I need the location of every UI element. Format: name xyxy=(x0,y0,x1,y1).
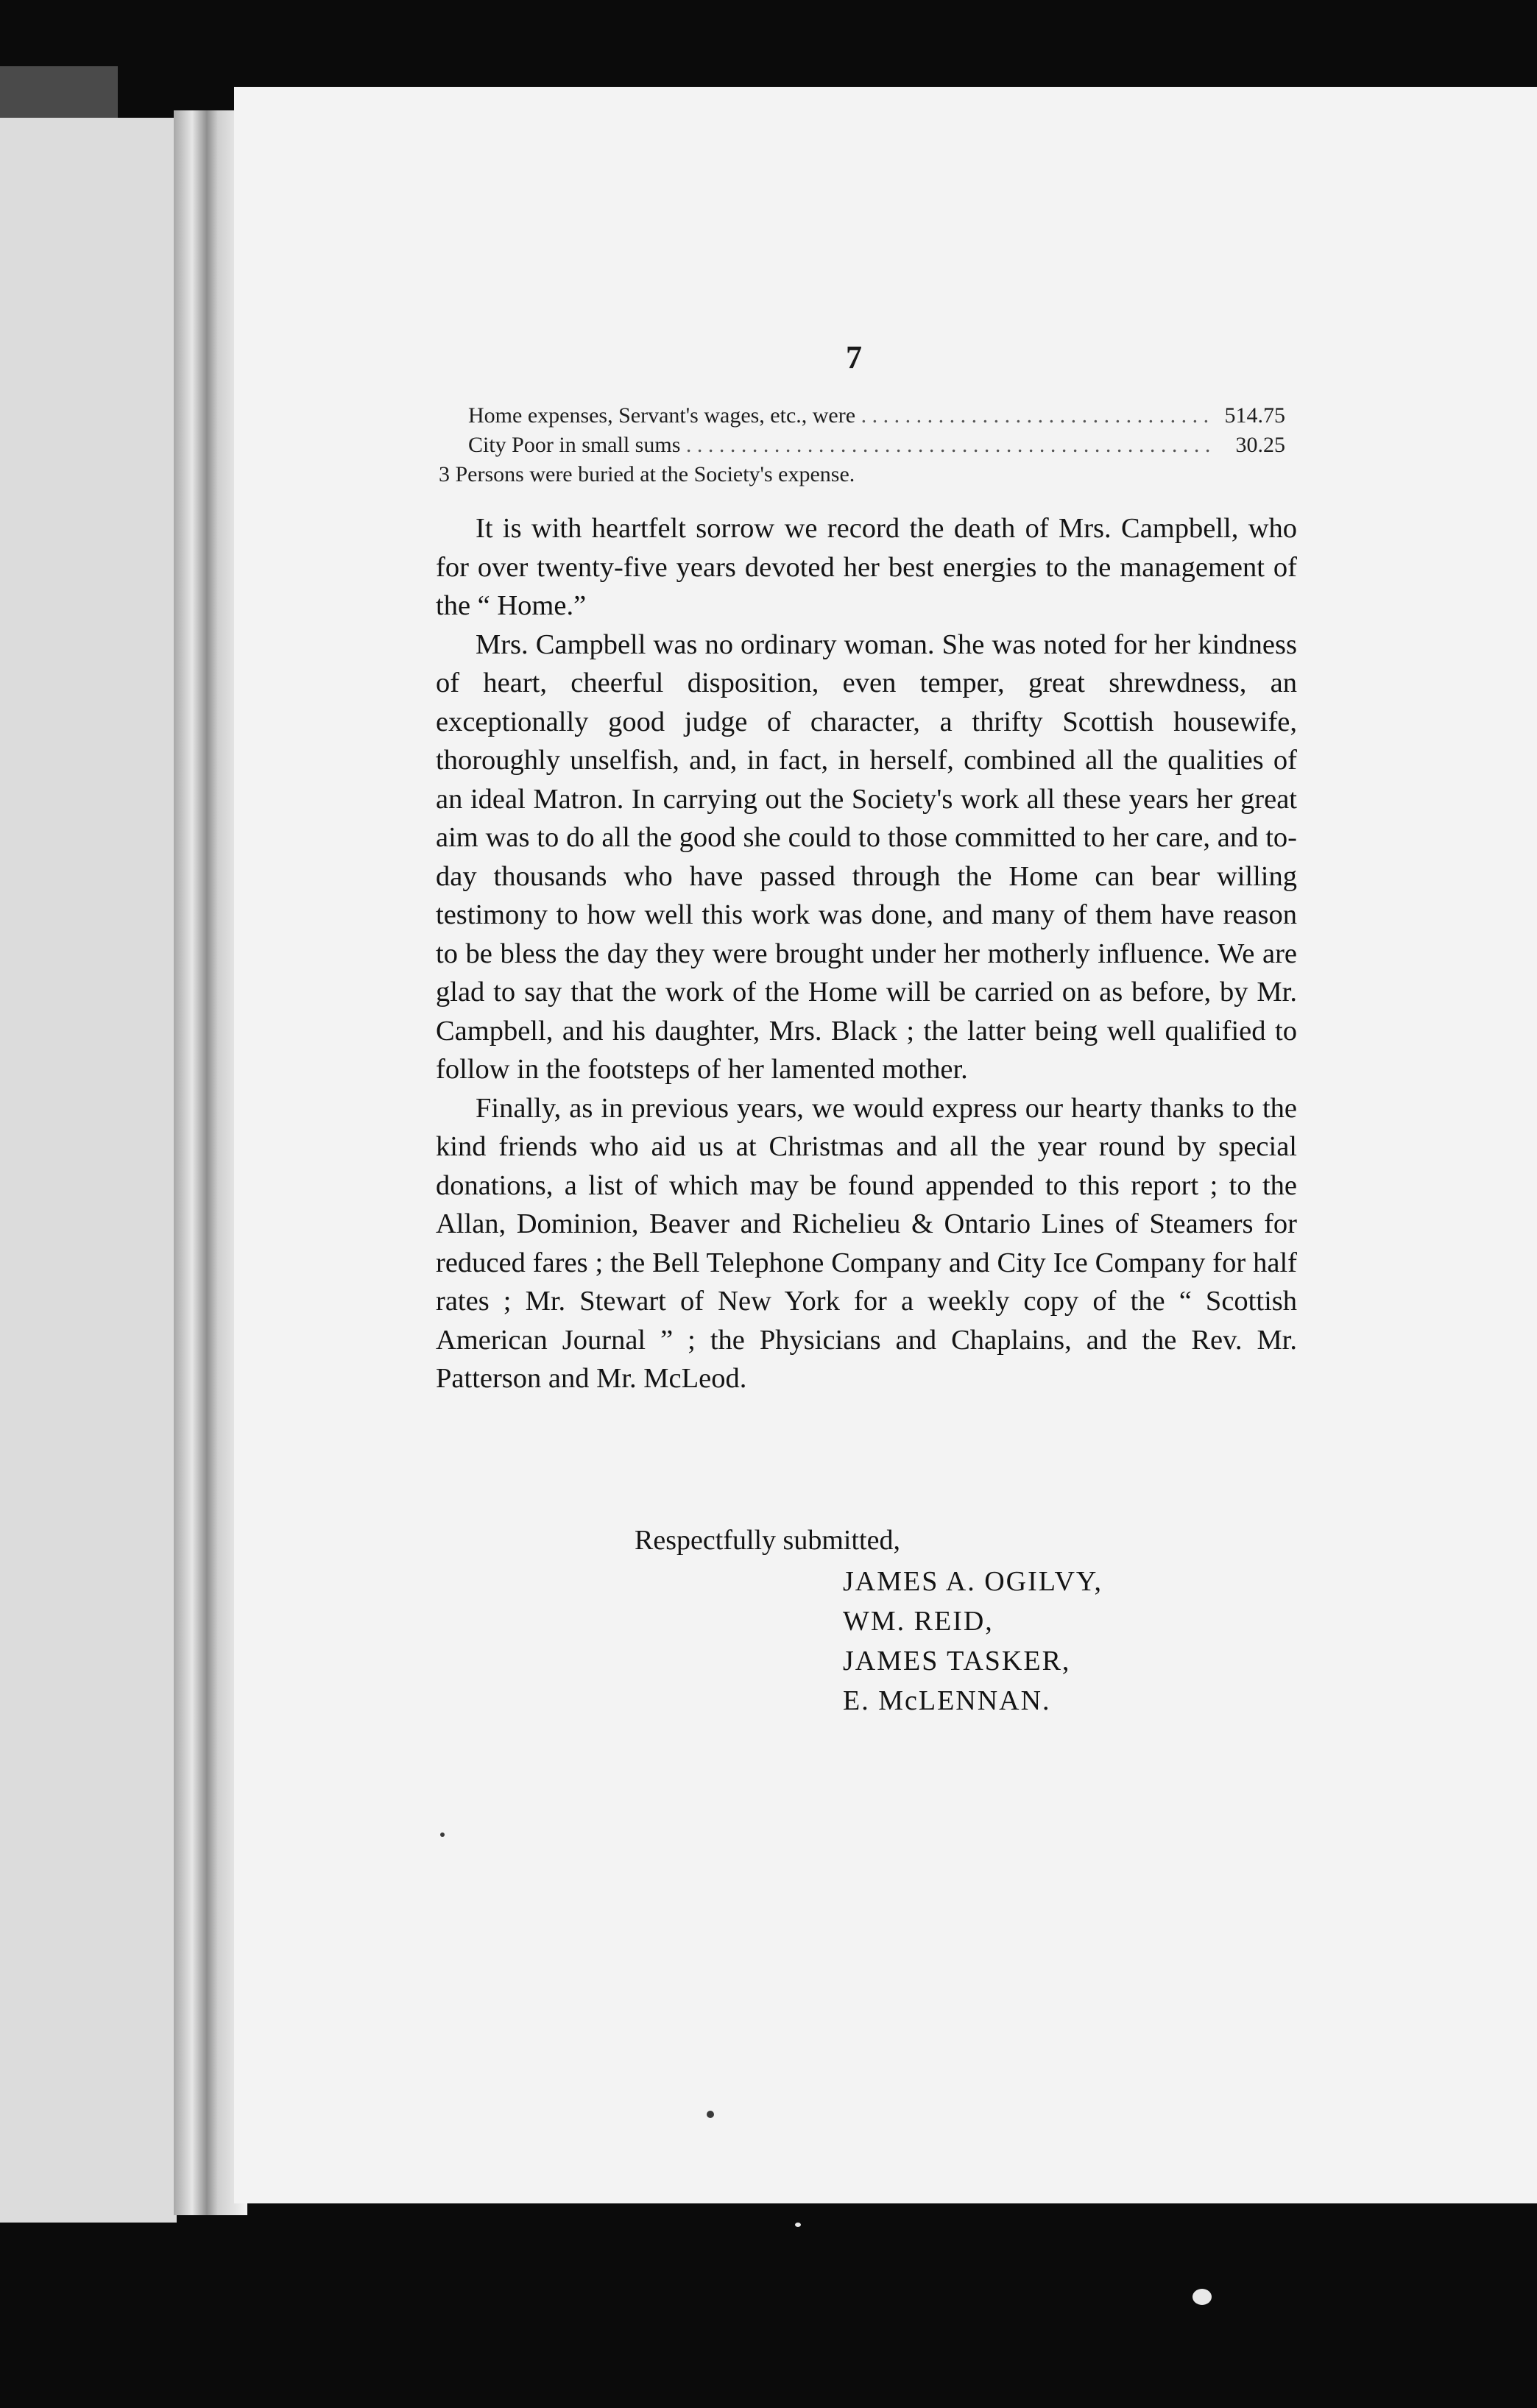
signatory: E. McLENNAN. xyxy=(843,1685,1051,1716)
signatory: WM. REID, xyxy=(843,1606,994,1637)
ledger-label: City Poor in small sums . . . xyxy=(468,431,1212,460)
previous-page-edge xyxy=(0,118,177,2223)
paragraph-mrs-campbell-tribute: Mrs. Campbell was no ordinary woman. She was noted for her kindness of heart, cheerful disposition, even temper, great shrewdness, an exceptionally good judge of character, a thrifty Scottish housewife, thoroughly unselfish, and, in fact, in herself, combined all the qualities of an ideal Matron. In carrying out the Society's work all these years her great aim was to do all the good she could to those committed to her care, and to-day thousands who have passed through the Home can bear willing testimony to how well this work was done, and many of them have reason to be bless the day they were brought under her motherly influence. We are glad to say that the work of the Home will be carried on as before, by Mr. Campbell, and his daughter, Mrs. Black ; the latter being well qualified to follow in the footsteps of her lamented mother. xyxy=(436,628,1297,1085)
ledger-note: 3 Persons were buried at the Society's expense. xyxy=(439,462,855,486)
signatory: JAMES TASKER, xyxy=(843,1646,1071,1676)
ledger-label: Home expenses, Servant's wages, etc., were . . . xyxy=(468,401,1212,431)
report-body xyxy=(436,509,1297,1398)
signatory: JAMES A. OGILVY, xyxy=(843,1566,1103,1597)
signatory-list xyxy=(843,1562,1103,1721)
ledger-row xyxy=(439,401,1285,431)
ledger-row xyxy=(439,431,1285,460)
page-number: 7 xyxy=(846,339,862,375)
paragraph-thanks: Finally, as in previous years, we would express our hearty thanks to the kind friends who aid us at Christmas and all the year round by special donations, a list of which may be found appended to this report ; to the Allan, Dominion, Beaver and Richelieu & Ontario Lines of Steamers for reduced fares ; the Bell Telephone Company and City Ice Company for half rates ; Mr. Stewart of New York for a weekly copy of the “ Scottish American Journal ” ; the Physicians and Chaplains, and the Rev. Mr. Patterson and Mr. McLeod. xyxy=(436,1092,1297,1394)
expense-ledger xyxy=(439,401,1285,489)
scan-speck xyxy=(1192,2289,1212,2305)
scan-speck xyxy=(707,2111,714,2118)
paragraph-mrs-campbell-death: It is with heartfelt sorrow we record the death of Mrs. Campbell, who for over twenty-five years devoted her best energies to the management of the “ Home.” xyxy=(436,513,1297,621)
scan-speck xyxy=(440,1832,445,1837)
closing-line: Respectfully submitted, xyxy=(635,1525,900,1556)
ledger-amount: 514.75 xyxy=(1224,403,1285,428)
ledger-amount: 30.25 xyxy=(1235,433,1285,457)
scan-speck xyxy=(795,2223,801,2227)
